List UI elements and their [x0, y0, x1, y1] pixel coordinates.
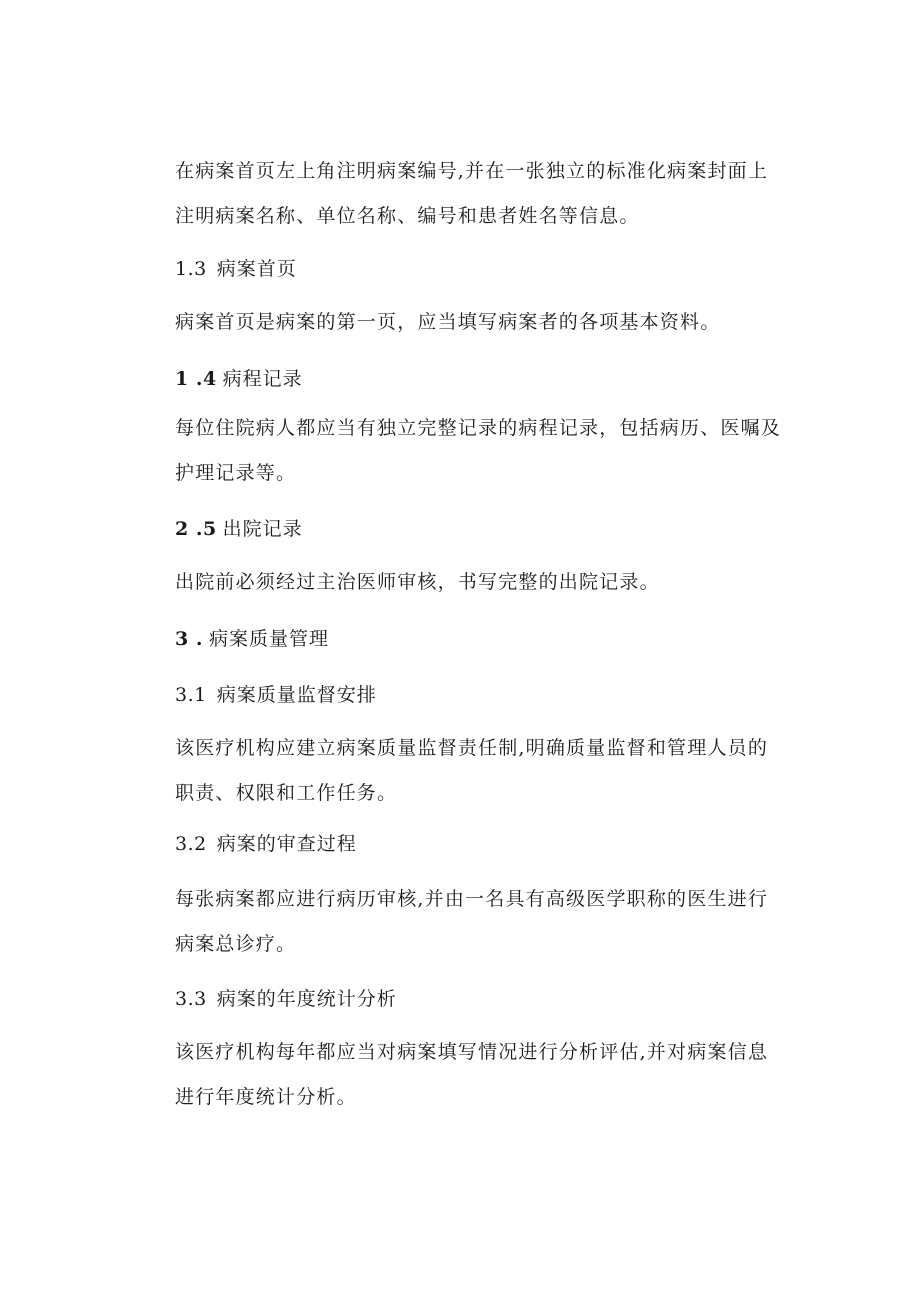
section-heading-3-1: [175, 681, 377, 709]
section-title: 病程记录: [222, 368, 303, 390]
paragraph-line: 护理记录等。: [175, 462, 297, 484]
section-title: 病案的审查过程: [216, 833, 357, 855]
section-number: 1.3: [175, 258, 207, 280]
section-title: 病案的年度统计分析: [216, 988, 397, 1010]
section-title: 病案质量管理: [208, 628, 329, 650]
paragraph-line: 病案总诊疗。: [175, 933, 297, 955]
section-heading-3-2: [175, 830, 357, 858]
paragraph-line: 在病案首页左上角注明病案编号,并在一张独立的标准化病案封面上: [175, 160, 769, 182]
paragraph-line: 该医疗机构应建立病案质量监督责任制,明确质量监督和管理人员的: [175, 737, 769, 759]
section-number: 3.2: [175, 833, 207, 855]
section-title: 病案首页: [216, 258, 297, 280]
paragraph-line: 职责、权限和工作任务。: [175, 782, 398, 804]
paragraph-review-process: [175, 877, 775, 967]
section-heading-2-5: [175, 515, 303, 543]
section-number: 3.1: [175, 684, 207, 706]
paragraph-line: 每位住院病人都应当有独立完整记录的病程记录，包括病历、医嘱及: [175, 417, 782, 439]
paragraph-line: 该医疗机构每年都应当对病案填写情况进行分析评估,并对病案信息: [175, 1041, 769, 1063]
section-number: 3 .: [175, 628, 203, 650]
section-number: 3.3: [175, 988, 207, 1010]
paragraph-line: 出院前必须经过主治医师审核，书写完整的出院记录。: [175, 571, 660, 593]
paragraph-line: 注明病案名称、单位名称、编号和患者姓名等信息。: [175, 205, 640, 227]
section-title: 出院记录: [222, 518, 303, 540]
section-number: 2 .5: [175, 518, 217, 540]
section-number: 1 .4: [175, 368, 217, 390]
section-title: 病案质量监督安排: [216, 684, 377, 706]
paragraph-progress-notes: [175, 406, 782, 496]
paragraph-line: 每张病案都应进行病历审核,并由一名具有高级医学职称的医生进行: [175, 888, 769, 910]
paragraph-discharge: [175, 560, 775, 605]
section-heading-1-4: [175, 365, 303, 393]
paragraph-case-cover: [175, 149, 775, 239]
paragraph-line: 病案首页是病案的第一页，应当填写病案者的各项基本资料。: [175, 311, 721, 333]
paragraph-quality-supervision: [175, 726, 775, 816]
paragraph-line: 进行年度统计分析。: [175, 1086, 357, 1108]
paragraph-annual-statistics: [175, 1030, 775, 1120]
section-heading-3: [175, 625, 329, 653]
paragraph-front-page: [175, 300, 775, 345]
section-heading-3-3: [175, 985, 397, 1013]
section-heading-1-3: [175, 255, 297, 283]
